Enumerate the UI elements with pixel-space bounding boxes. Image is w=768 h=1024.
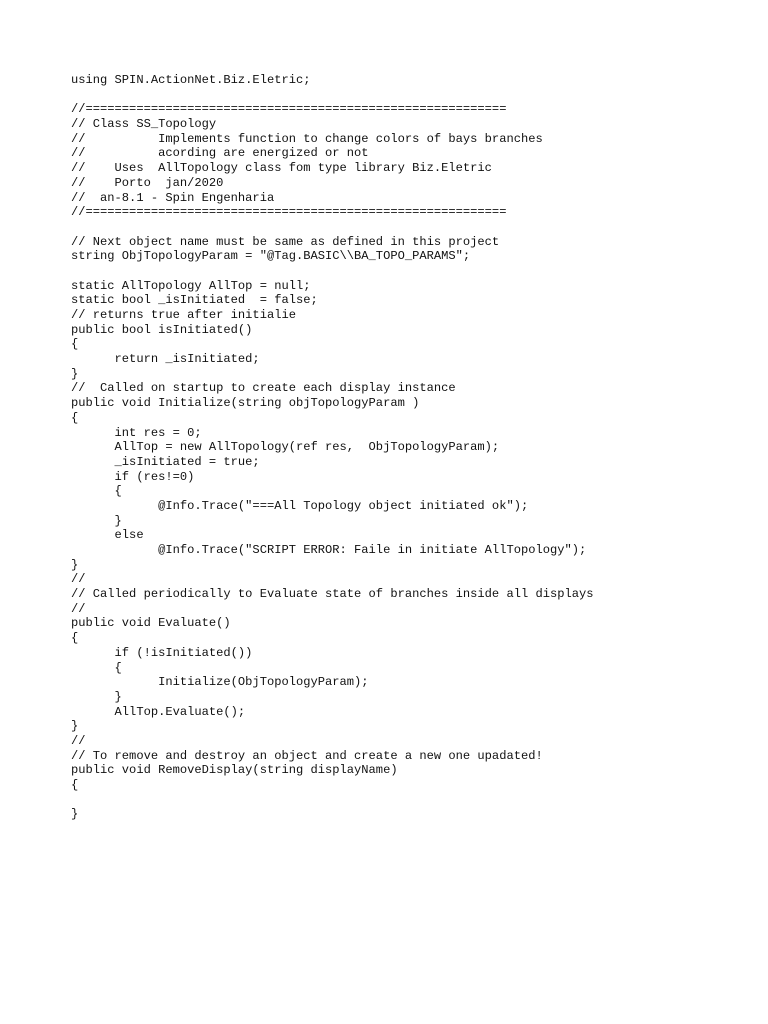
code-line: _isInitiated = true;	[71, 454, 260, 469]
code-line: // Called on startup to create each display instance	[71, 381, 456, 396]
code-line: {	[71, 337, 79, 352]
code-line: else	[71, 528, 144, 543]
code-line: static AllTopology AllTop = null;	[71, 278, 311, 293]
code-line: }	[71, 366, 79, 381]
code-line: if (!isInitiated())	[71, 645, 253, 660]
code-line: // Called periodically to Evaluate state of branches inside all displays	[71, 587, 594, 602]
code-line	[71, 88, 594, 103]
code-line: {	[71, 484, 122, 499]
code-line: // Uses AllTopology class fom type library Biz.Eletric	[71, 161, 492, 176]
code-line: public bool isInitiated()	[71, 322, 253, 337]
code-line: }	[71, 807, 79, 822]
code-line: // Next object name must be same as defined in this project	[71, 234, 500, 249]
code-line: using SPIN.ActionNet.Biz.Eletric;	[71, 73, 311, 87]
code-line: AllTop.Evaluate();	[71, 704, 246, 719]
code-line	[71, 264, 594, 279]
code-line: public void Evaluate()	[71, 616, 231, 631]
code-line: // acording are energized or not	[71, 146, 369, 161]
code-line: static bool _isInitiated = false;	[71, 293, 318, 308]
code-line: {	[71, 778, 79, 792]
code-line: AllTop = new AllTopology(ref res, ObjTopologyParam);	[71, 440, 500, 455]
code-line: @Info.Trace("SCRIPT ERROR: Faile in initiate AllTopology");	[71, 543, 587, 557]
code-line: return _isInitiated;	[71, 352, 260, 367]
code-line: //==========================================================	[71, 205, 507, 220]
code-line: if (res!=0)	[71, 469, 195, 484]
code-line	[71, 793, 594, 808]
code-line: {	[71, 410, 79, 425]
code-line: }	[71, 557, 79, 572]
code-line: //	[71, 572, 86, 587]
code-listing	[71, 73, 594, 822]
code-line: Initialize(ObjTopologyParam);	[71, 675, 369, 690]
code-line: @Info.Trace("===All Topology object initiated ok");	[71, 498, 529, 513]
code-line: // returns true after initialie	[71, 308, 296, 322]
code-line: public void Initialize(string objTopologyParam )	[71, 396, 420, 411]
code-line: //	[71, 601, 86, 616]
code-line: // an-8.1 - Spin Engenharia	[71, 190, 275, 205]
code-line: }	[71, 689, 122, 704]
code-line: {	[71, 660, 122, 675]
code-line: {	[71, 631, 79, 646]
code-line	[71, 220, 594, 235]
code-line: //==========================================================	[71, 102, 507, 117]
code-line: public void RemoveDisplay(string displayName)	[71, 763, 398, 778]
code-line: }	[71, 513, 122, 528]
code-line: }	[71, 719, 79, 734]
code-line: // Class SS_Topology	[71, 117, 217, 132]
code-line: // Implements function to change colors of bays branches	[71, 131, 543, 146]
code-line: string ObjTopologyParam = "@Tag.BASIC\\BA_TOPO_PARAMS";	[71, 249, 471, 264]
code-line: // Porto jan/2020	[71, 175, 224, 190]
code-line: // To remove and destroy an object and create a new one upadated!	[71, 748, 543, 763]
code-line: //	[71, 733, 86, 748]
code-line: int res = 0;	[71, 425, 202, 440]
